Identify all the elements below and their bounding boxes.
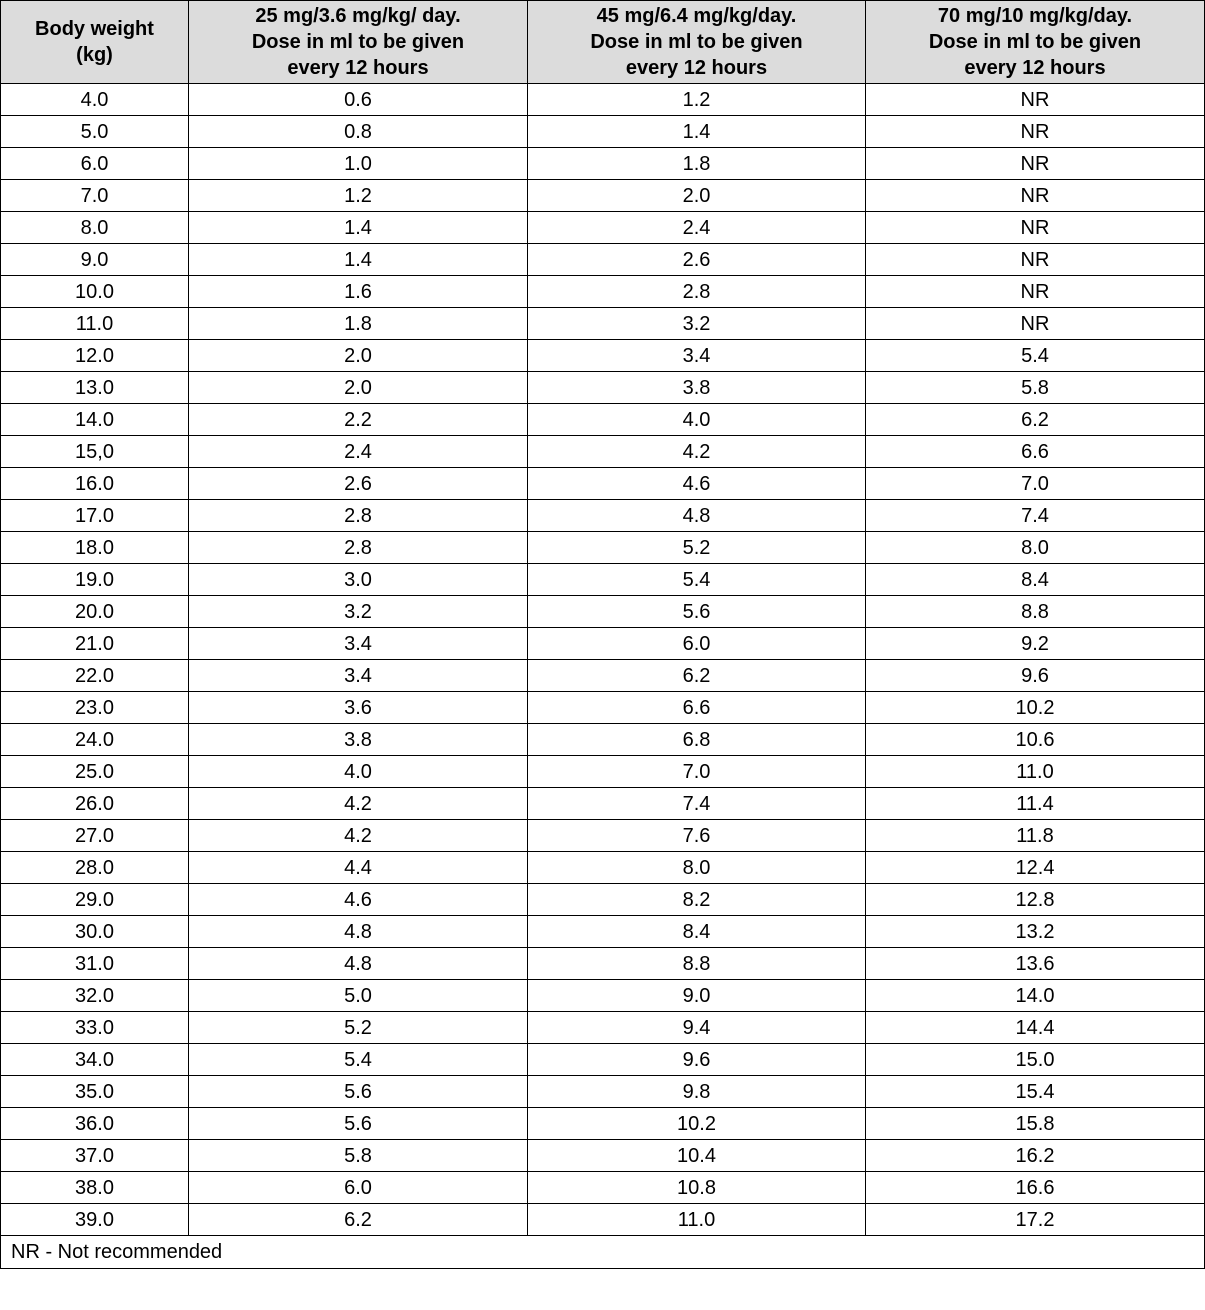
dose-25mg-cell: 3.6 [189, 692, 528, 724]
body-weight-cell: 15,0 [1, 436, 189, 468]
header-line: 45 mg/6.4 mg/kg/day. [596, 5, 797, 27]
dose-45mg-cell: 4.0 [528, 404, 866, 436]
body-weight-cell: 14.0 [1, 404, 189, 436]
body-weight-cell: 22.0 [1, 660, 189, 692]
dose-70mg-cell: 5.8 [866, 372, 1205, 404]
header-line: every 12 hours [625, 57, 768, 79]
body-weight-cell: 20.0 [1, 596, 189, 628]
body-weight-cell: 9.0 [1, 244, 189, 276]
table-row [1, 628, 1205, 660]
dose-25mg-cell: 6.2 [189, 1204, 528, 1236]
dose-70mg-cell: 16.6 [866, 1172, 1205, 1204]
body-weight-cell: 31.0 [1, 948, 189, 980]
dose-70mg-cell: 8.0 [866, 532, 1205, 564]
table-header [1, 1, 1205, 84]
table-row [1, 404, 1205, 436]
body-weight-cell: 7.0 [1, 180, 189, 212]
table-footer [1, 1236, 1205, 1269]
body-weight-cell: 21.0 [1, 628, 189, 660]
dose-25mg-cell: 4.0 [189, 756, 528, 788]
dose-45mg-cell: 3.4 [528, 340, 866, 372]
dose-45mg-cell: 10.4 [528, 1140, 866, 1172]
dose-25mg-cell: 1.0 [189, 148, 528, 180]
dose-70mg-cell: 11.8 [866, 820, 1205, 852]
header-line: (kg) [76, 44, 113, 66]
body-weight-cell: 30.0 [1, 916, 189, 948]
dose-25mg-cell: 4.8 [189, 948, 528, 980]
dose-70mg-cell: NR [866, 84, 1205, 116]
dose-25mg-cell: 4.8 [189, 916, 528, 948]
header-body-weight [1, 1, 189, 84]
dose-25mg-cell: 4.6 [189, 884, 528, 916]
body-weight-cell: 28.0 [1, 852, 189, 884]
dose-70mg-cell: 11.4 [866, 788, 1205, 820]
body-weight-cell: 12.0 [1, 340, 189, 372]
table-row [1, 116, 1205, 148]
dose-45mg-cell: 7.4 [528, 788, 866, 820]
body-weight-cell: 17.0 [1, 500, 189, 532]
dose-45mg-cell: 9.6 [528, 1044, 866, 1076]
body-weight-cell: 5.0 [1, 116, 189, 148]
dose-45mg-cell: 2.8 [528, 276, 866, 308]
body-weight-cell: 24.0 [1, 724, 189, 756]
body-weight-cell: 19.0 [1, 564, 189, 596]
table-row [1, 948, 1205, 980]
dose-45mg-cell: 2.6 [528, 244, 866, 276]
dose-70mg-cell: 15.0 [866, 1044, 1205, 1076]
dose-25mg-cell: 2.0 [189, 340, 528, 372]
table-row [1, 916, 1205, 948]
table-row [1, 308, 1205, 340]
dose-25mg-cell: 4.4 [189, 852, 528, 884]
table-body [1, 84, 1205, 1236]
dose-45mg-cell: 6.2 [528, 660, 866, 692]
dose-45mg-cell: 1.8 [528, 148, 866, 180]
dose-45mg-cell: 8.2 [528, 884, 866, 916]
dose-45mg-cell: 6.8 [528, 724, 866, 756]
dose-70mg-cell: 12.4 [866, 852, 1205, 884]
dose-70mg-cell: 13.6 [866, 948, 1205, 980]
header-line: Body weight [35, 18, 154, 40]
dose-45mg-cell: 5.2 [528, 532, 866, 564]
dose-25mg-cell: 2.2 [189, 404, 528, 436]
dose-45mg-cell: 9.4 [528, 1012, 866, 1044]
body-weight-cell: 26.0 [1, 788, 189, 820]
dose-45mg-cell: 2.4 [528, 212, 866, 244]
dose-45mg-cell: 5.4 [528, 564, 866, 596]
table-row [1, 788, 1205, 820]
body-weight-cell: 34.0 [1, 1044, 189, 1076]
dose-25mg-cell: 4.2 [189, 820, 528, 852]
table-row [1, 372, 1205, 404]
table-row [1, 852, 1205, 884]
dose-25mg-cell: 2.0 [189, 372, 528, 404]
table-row [1, 756, 1205, 788]
dose-45mg-cell: 3.8 [528, 372, 866, 404]
dose-70mg-cell: NR [866, 180, 1205, 212]
dose-25mg-cell: 0.6 [189, 84, 528, 116]
table-row [1, 724, 1205, 756]
header-line: 70 mg/10 mg/kg/day. [937, 5, 1133, 27]
dose-25mg-cell: 4.2 [189, 788, 528, 820]
dose-45mg-cell: 3.2 [528, 308, 866, 340]
dose-70mg-cell: NR [866, 308, 1205, 340]
table-row [1, 532, 1205, 564]
body-weight-cell: 23.0 [1, 692, 189, 724]
dose-25mg-cell: 1.6 [189, 276, 528, 308]
table-row [1, 1140, 1205, 1172]
dose-70mg-cell: NR [866, 116, 1205, 148]
dose-25mg-cell: 1.8 [189, 308, 528, 340]
header-row [1, 1, 1205, 84]
header-dose-25mg [189, 1, 528, 84]
dose-70mg-cell: 9.2 [866, 628, 1205, 660]
dose-45mg-cell: 4.8 [528, 500, 866, 532]
header-line: every 12 hours [964, 57, 1106, 79]
dose-25mg-cell: 3.0 [189, 564, 528, 596]
dose-70mg-cell: 7.0 [866, 468, 1205, 500]
dose-70mg-cell: 13.2 [866, 916, 1205, 948]
dose-25mg-cell: 2.6 [189, 468, 528, 500]
dose-70mg-cell: 5.4 [866, 340, 1205, 372]
dose-25mg-cell: 5.8 [189, 1140, 528, 1172]
dose-70mg-cell: NR [866, 276, 1205, 308]
body-weight-cell: 35.0 [1, 1076, 189, 1108]
dose-45mg-cell: 10.8 [528, 1172, 866, 1204]
body-weight-cell: 8.0 [1, 212, 189, 244]
dose-25mg-cell: 1.2 [189, 180, 528, 212]
table-row [1, 468, 1205, 500]
body-weight-cell: 27.0 [1, 820, 189, 852]
dose-70mg-cell: 14.0 [866, 980, 1205, 1012]
dose-25mg-cell: 0.8 [189, 116, 528, 148]
table-row [1, 1172, 1205, 1204]
dose-70mg-cell: 11.0 [866, 756, 1205, 788]
dose-70mg-cell: 12.8 [866, 884, 1205, 916]
header-line: every 12 hours [287, 57, 429, 79]
header-dose-70mg [866, 1, 1205, 84]
dose-25mg-cell: 5.4 [189, 1044, 528, 1076]
body-weight-cell: 4.0 [1, 84, 189, 116]
dose-45mg-cell: 8.4 [528, 916, 866, 948]
dose-25mg-cell: 3.4 [189, 660, 528, 692]
dose-25mg-cell: 5.0 [189, 980, 528, 1012]
body-weight-cell: 29.0 [1, 884, 189, 916]
table-row [1, 244, 1205, 276]
dose-70mg-cell: 8.4 [866, 564, 1205, 596]
dose-25mg-cell: 3.8 [189, 724, 528, 756]
table-row [1, 596, 1205, 628]
dose-25mg-cell: 3.2 [189, 596, 528, 628]
dose-70mg-cell: 6.6 [866, 436, 1205, 468]
dose-45mg-cell: 6.0 [528, 628, 866, 660]
dose-25mg-cell: 5.6 [189, 1076, 528, 1108]
dose-45mg-cell: 4.2 [528, 436, 866, 468]
dose-70mg-cell: NR [866, 244, 1205, 276]
table-row [1, 1012, 1205, 1044]
dose-70mg-cell: 14.4 [866, 1012, 1205, 1044]
dose-70mg-cell: NR [866, 148, 1205, 180]
dose-70mg-cell: 17.2 [866, 1204, 1205, 1236]
dose-70mg-cell: 10.2 [866, 692, 1205, 724]
dose-70mg-cell: 15.8 [866, 1108, 1205, 1140]
dose-70mg-cell: 10.6 [866, 724, 1205, 756]
body-weight-cell: 18.0 [1, 532, 189, 564]
dose-25mg-cell: 1.4 [189, 212, 528, 244]
dose-45mg-cell: 7.6 [528, 820, 866, 852]
body-weight-cell: 38.0 [1, 1172, 189, 1204]
table-row [1, 884, 1205, 916]
table-row [1, 148, 1205, 180]
dose-45mg-cell: 1.4 [528, 116, 866, 148]
dose-45mg-cell: 8.8 [528, 948, 866, 980]
table-row [1, 276, 1205, 308]
header-line: Dose in ml to be given [251, 31, 465, 53]
footnote: NR - Not recommended [1, 1236, 1205, 1269]
header-line: 25 mg/3.6 mg/kg/ day. [255, 5, 461, 27]
dose-70mg-cell: NR [866, 212, 1205, 244]
body-weight-cell: 13.0 [1, 372, 189, 404]
dose-45mg-cell: 7.0 [528, 756, 866, 788]
dose-45mg-cell: 4.6 [528, 468, 866, 500]
header-dose-45mg [528, 1, 866, 84]
dose-70mg-cell: 9.6 [866, 660, 1205, 692]
dose-45mg-cell: 2.0 [528, 180, 866, 212]
table-row [1, 564, 1205, 596]
dose-25mg-cell: 1.4 [189, 244, 528, 276]
body-weight-cell: 16.0 [1, 468, 189, 500]
table-row [1, 1076, 1205, 1108]
dose-25mg-cell: 5.6 [189, 1108, 528, 1140]
dose-25mg-cell: 2.8 [189, 500, 528, 532]
header-line: Dose in ml to be given [590, 31, 803, 53]
table-row [1, 500, 1205, 532]
body-weight-cell: 25.0 [1, 756, 189, 788]
table-row [1, 820, 1205, 852]
table-row [1, 692, 1205, 724]
table-row [1, 180, 1205, 212]
footnote-row [1, 1236, 1205, 1269]
body-weight-cell: 32.0 [1, 980, 189, 1012]
dose-25mg-cell: 3.4 [189, 628, 528, 660]
header-line: Dose in ml to be given [928, 31, 1142, 53]
dose-70mg-cell: 15.4 [866, 1076, 1205, 1108]
body-weight-cell: 33.0 [1, 1012, 189, 1044]
dose-45mg-cell: 5.6 [528, 596, 866, 628]
dose-25mg-cell: 6.0 [189, 1172, 528, 1204]
body-weight-cell: 10.0 [1, 276, 189, 308]
body-weight-cell: 37.0 [1, 1140, 189, 1172]
body-weight-cell: 36.0 [1, 1108, 189, 1140]
dose-25mg-cell: 2.8 [189, 532, 528, 564]
dose-45mg-cell: 9.8 [528, 1076, 866, 1108]
dose-25mg-cell: 5.2 [189, 1012, 528, 1044]
table-row [1, 436, 1205, 468]
table-row [1, 340, 1205, 372]
dose-45mg-cell: 10.2 [528, 1108, 866, 1140]
dose-45mg-cell: 1.2 [528, 84, 866, 116]
table-row [1, 660, 1205, 692]
table-row [1, 1204, 1205, 1236]
table-row [1, 980, 1205, 1012]
table-row [1, 212, 1205, 244]
body-weight-cell: 11.0 [1, 308, 189, 340]
dose-45mg-cell: 11.0 [528, 1204, 866, 1236]
body-weight-cell: 6.0 [1, 148, 189, 180]
dose-45mg-cell: 8.0 [528, 852, 866, 884]
dose-70mg-cell: 16.2 [866, 1140, 1205, 1172]
body-weight-cell: 39.0 [1, 1204, 189, 1236]
dose-70mg-cell: 7.4 [866, 500, 1205, 532]
dose-45mg-cell: 9.0 [528, 980, 866, 1012]
table-row [1, 1108, 1205, 1140]
dose-70mg-cell: 6.2 [866, 404, 1205, 436]
dose-70mg-cell: 8.8 [866, 596, 1205, 628]
dose-25mg-cell: 2.4 [189, 436, 528, 468]
table-row [1, 1044, 1205, 1076]
table-row [1, 84, 1205, 116]
dose-45mg-cell: 6.6 [528, 692, 866, 724]
